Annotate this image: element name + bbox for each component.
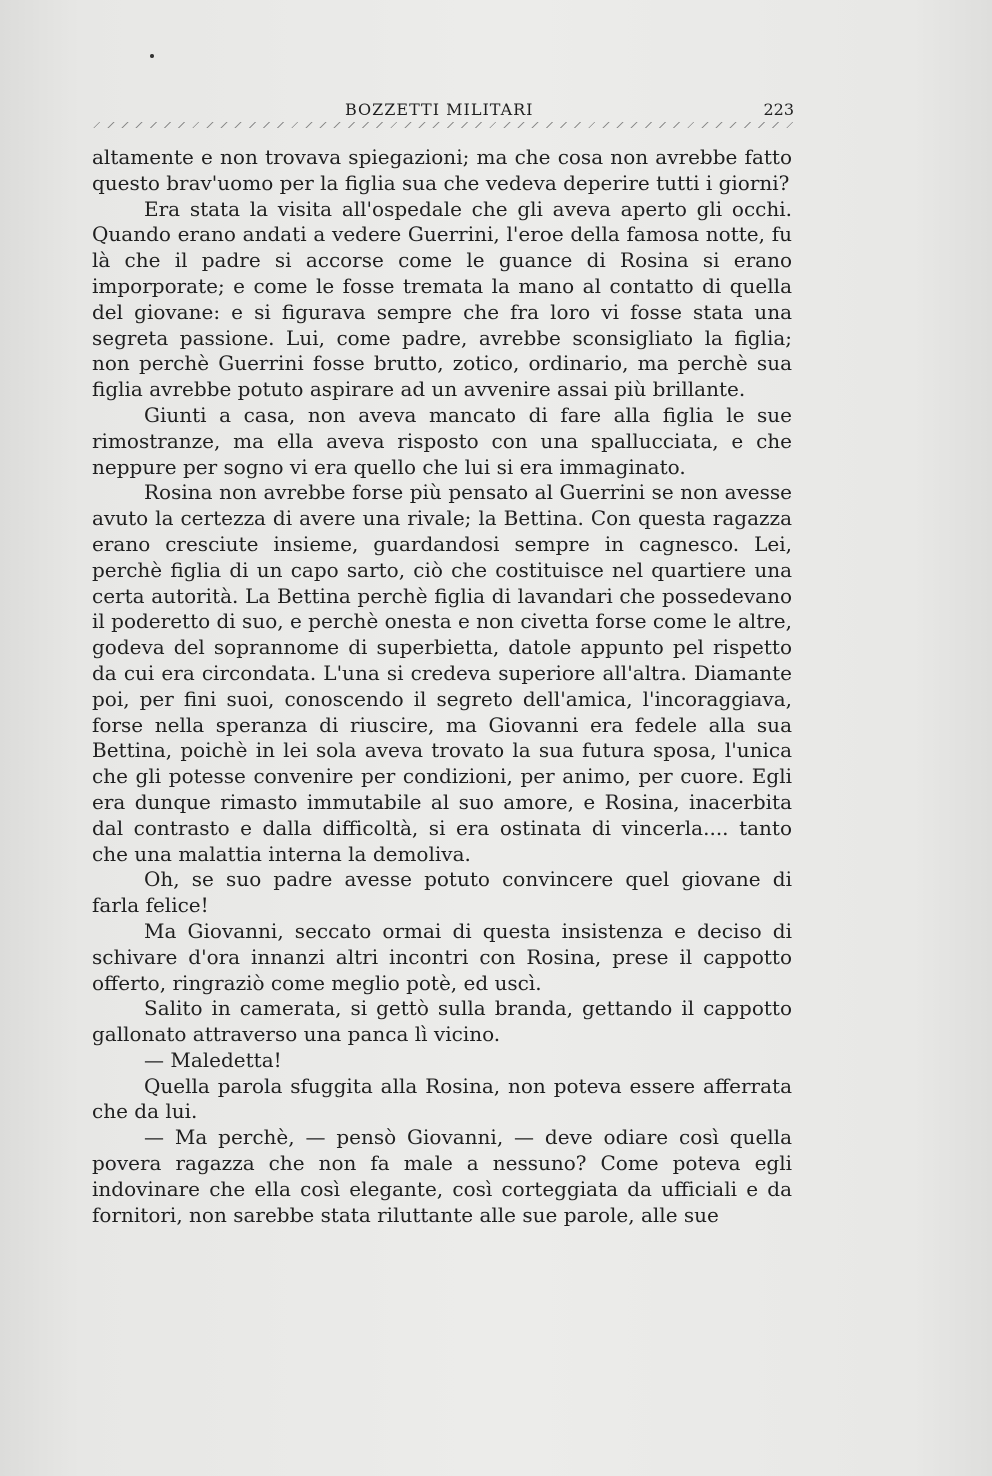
paragraph: Ma Giovanni, seccato ormai di questa insistenza e deciso di schivare d'ora innanzi altri incontri con Rosina, prese il cappotto offerto, ringraziò come meglio potè, ed uscì. bbox=[92, 918, 792, 995]
page-number: 223 bbox=[763, 100, 794, 119]
paragraph-continued: altamente e non trovava spiegazioni; ma che cosa non avrebbe fatto questo brav'uomo per la figlia sua che vedeva deperire tutti i giorni? bbox=[92, 145, 792, 195]
paragraph: Oh, se suo padre avesse potuto convincere quel giovane di farla felice! bbox=[92, 867, 792, 918]
paragraph: — Ma perchè, — pensò Giovanni, — deve odiare così quella povera ragazza che non fa male a nessuno? Come poteva egli indovinare che ella così elegante, così corteggiata da ufficiali e da fornitori, non sarebbe stata riluttante alle sue parole, alle sue bbox=[92, 1125, 792, 1227]
dialogue-line: — Maledetta! bbox=[144, 1047, 282, 1072]
body-text bbox=[92, 145, 792, 1228]
paragraph: Giunti a casa, non aveva mancato di fare alla figlia le sue rimostranze, ma ella aveva risposto con una spallucciata, e che neppure per sogno vi era quello che lui si era immaginato. bbox=[92, 402, 792, 479]
ink-dot bbox=[150, 54, 154, 58]
paragraph: Era stata la visita all'ospedale che gli aveva aperto gli occhi. Quando erano andati a vedere Guerrini, l'eroe della famosa notte, fu là che il padre si accorse come le guance di Rosina si erano imporporate; e come le fosse tremata la mano al contatto di quella del giovane: e si figurava sempre che fra loro vi fosse stata una segreta passione. Lui, come padre, avrebbe sconsigliato la figlia; non perchè Guerrini fosse brutto, zotico, ordinario, ma perchè sua figlia avrebbe potuto aspirare ad un avvenire assai più brillante. bbox=[92, 196, 792, 402]
page-header bbox=[92, 100, 794, 128]
running-title: BOZZETTI MILITARI bbox=[345, 100, 534, 119]
paragraph: Quella parola sfuggita alla Rosina, non poteva essere afferrata che da lui. bbox=[92, 1073, 792, 1124]
header-rule bbox=[92, 122, 794, 128]
paragraph: Rosina non avrebbe forse più pensato al Guerrini se non avesse avuto la certezza di avere una rivale; la Bettina. Con questa ragazza erano cresciute insieme, guardandosi sempre in cagnesco. Lei, perchè figlia di un capo sarto, ciò che costituisce nel quartiere una certa autorità. La Bettina perchè figlia di lavandari che possedevano il poderetto di suo, e perchè onesta e non civetta forse come le altre, godeva del soprannome di superbietta, datole appunto pel rispetto da cui era circondata. L'una si credeva superiore all'altra. Diamante poi, per fini suoi, conoscendo il segreto dell'amica, l'incoraggiava, forse nella speranza di riuscire, ma Giovanni era fedele alla sua Bettina, poichè in lei sola aveva trovato la sua futura sposa, l'unica che gli potesse convenire per condizioni, per animo, per cuore. Egli era dunque rimasto immutabile al suo amore, e Rosina, inacerbita dal contrasto e dalla difficoltà, si era ostinata di vincerla.... tanto che una malattia interna la demoliva. bbox=[92, 480, 792, 866]
paragraph: Salito in camerata, si gettò sulla branda, gettando il cappotto gallonato attraverso una panca lì vicino. bbox=[92, 996, 792, 1047]
